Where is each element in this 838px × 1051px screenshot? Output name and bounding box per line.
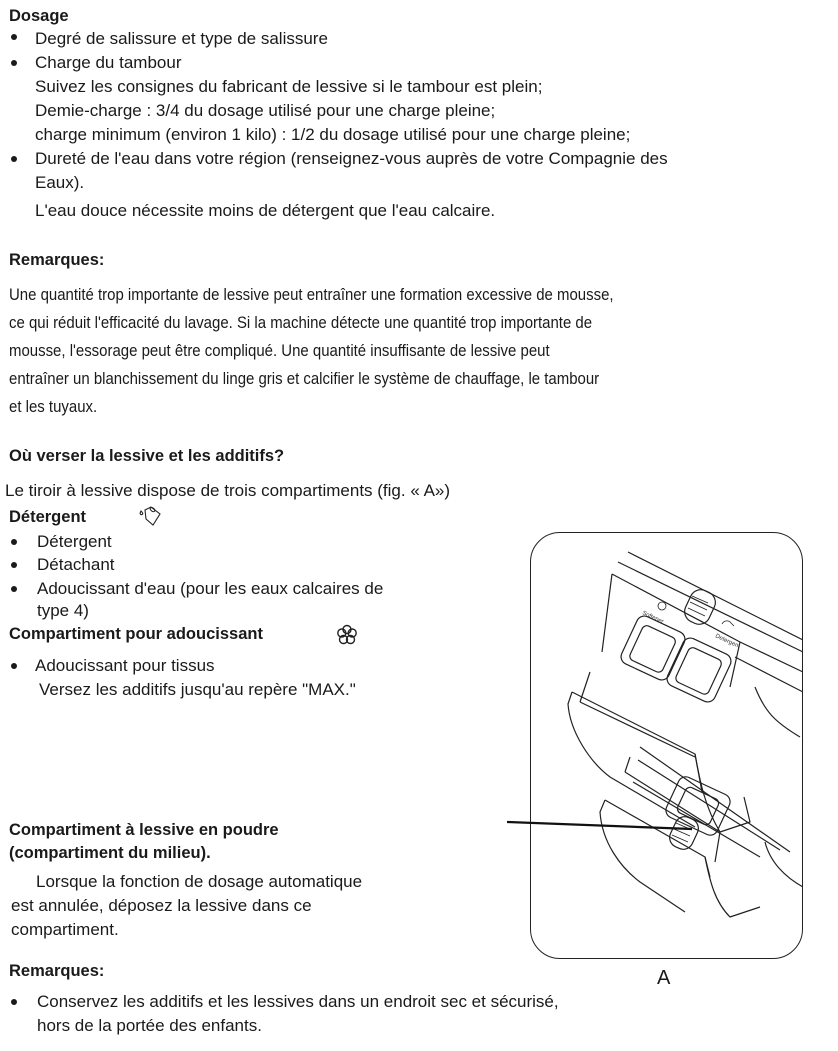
list-item: Dureté de l'eau dans votre région (renseignez-vous auprès de votre Compagnie des bbox=[35, 149, 668, 168]
paragraph-line: ce qui réduit l'efficacité du lavage. Si la machine détecte une quantité trop importante de bbox=[9, 313, 593, 332]
list-item-text: Versez les additifs jusqu'au repère "MAX." bbox=[39, 680, 356, 699]
list-item: Détergent bbox=[37, 532, 112, 551]
paragraph-line: Lorsque la fonction de dosage automatique bbox=[36, 872, 363, 891]
section-title-powder-cont: (compartiment du milieu). bbox=[9, 844, 211, 862]
label-detergent: Detergent bbox=[714, 633, 741, 650]
bullet-dot bbox=[11, 156, 17, 162]
list-item-text: Eaux). bbox=[35, 173, 85, 192]
flower-icon bbox=[335, 623, 359, 647]
list-item-text: charge minimum (environ 1 kilo) : 1/2 du dosage utilisé pour une charge pleine; bbox=[35, 125, 631, 144]
section-title-dosage: Dosage bbox=[9, 7, 69, 25]
section-title-remarks: Remarques: bbox=[9, 251, 105, 269]
list-item: Détachant bbox=[37, 555, 115, 574]
bullet-dot bbox=[11, 663, 17, 669]
list-item: Degré de salissure et type de salissure bbox=[35, 29, 328, 48]
bullet-dot bbox=[11, 562, 17, 568]
paragraph-line: et les tuyaux. bbox=[9, 397, 98, 416]
list-item: Conservez les additifs et les lessives dans un endroit sec et sécurisé, bbox=[37, 992, 559, 1011]
paragraph-line: compartiment. bbox=[11, 920, 119, 939]
detergent-drawer-illustration bbox=[530, 532, 803, 959]
list-item-text: L'eau douce nécessite moins de détergent que l'eau calcaire. bbox=[35, 201, 496, 220]
list-item: Charge du tambour bbox=[35, 53, 182, 72]
detergent-bottle-icon bbox=[138, 505, 162, 527]
paragraph-line: est annulée, déposez la lessive dans ce bbox=[11, 896, 312, 915]
list-item-text: Demie-charge : 3/4 du dosage utilisé pour une charge pleine; bbox=[35, 101, 496, 120]
section-title-powder: Compartiment à lessive en poudre bbox=[9, 821, 279, 839]
bullet-dot bbox=[11, 34, 17, 40]
list-item-text: type 4) bbox=[37, 601, 89, 620]
list-item-text: Suivez les consignes du fabricant de lessive si le tambour est plein; bbox=[35, 77, 543, 96]
pointer-line bbox=[507, 820, 697, 832]
section-title-remarks-2: Remarques: bbox=[9, 962, 105, 980]
figure-caption: A bbox=[657, 967, 671, 989]
list-item-text: hors de la portée des enfants. bbox=[37, 1016, 262, 1035]
list-item: Adoucissant pour tissus bbox=[35, 656, 215, 675]
section-title-softener: Compartiment pour adoucissant bbox=[9, 625, 263, 643]
section-title-detergent: Détergent bbox=[9, 508, 87, 526]
paragraph-line: mousse, l'essorage peut être compliqué. Une quantité insuffisante de lessive peut bbox=[9, 341, 550, 360]
section-title-where: Où verser la lessive et les additifs? bbox=[9, 447, 285, 465]
intro-text: Le tiroir à lessive dispose de trois compartiments (fig. « A») bbox=[5, 481, 451, 500]
paragraph-line: entraîner un blanchissement du linge gris et calcifier le système de chauffage, le tambour bbox=[9, 369, 600, 388]
bullet-dot bbox=[11, 586, 17, 592]
bullet-dot bbox=[11, 60, 17, 66]
paragraph-line: Une quantité trop importante de lessive peut entraîner une formation excessive de mousse, bbox=[9, 285, 614, 304]
bullet-dot bbox=[11, 539, 17, 545]
bullet-dot bbox=[11, 999, 17, 1005]
list-item: Adoucissant d'eau (pour les eaux calcaires de bbox=[37, 579, 384, 598]
label-softener: Softener bbox=[641, 610, 665, 626]
